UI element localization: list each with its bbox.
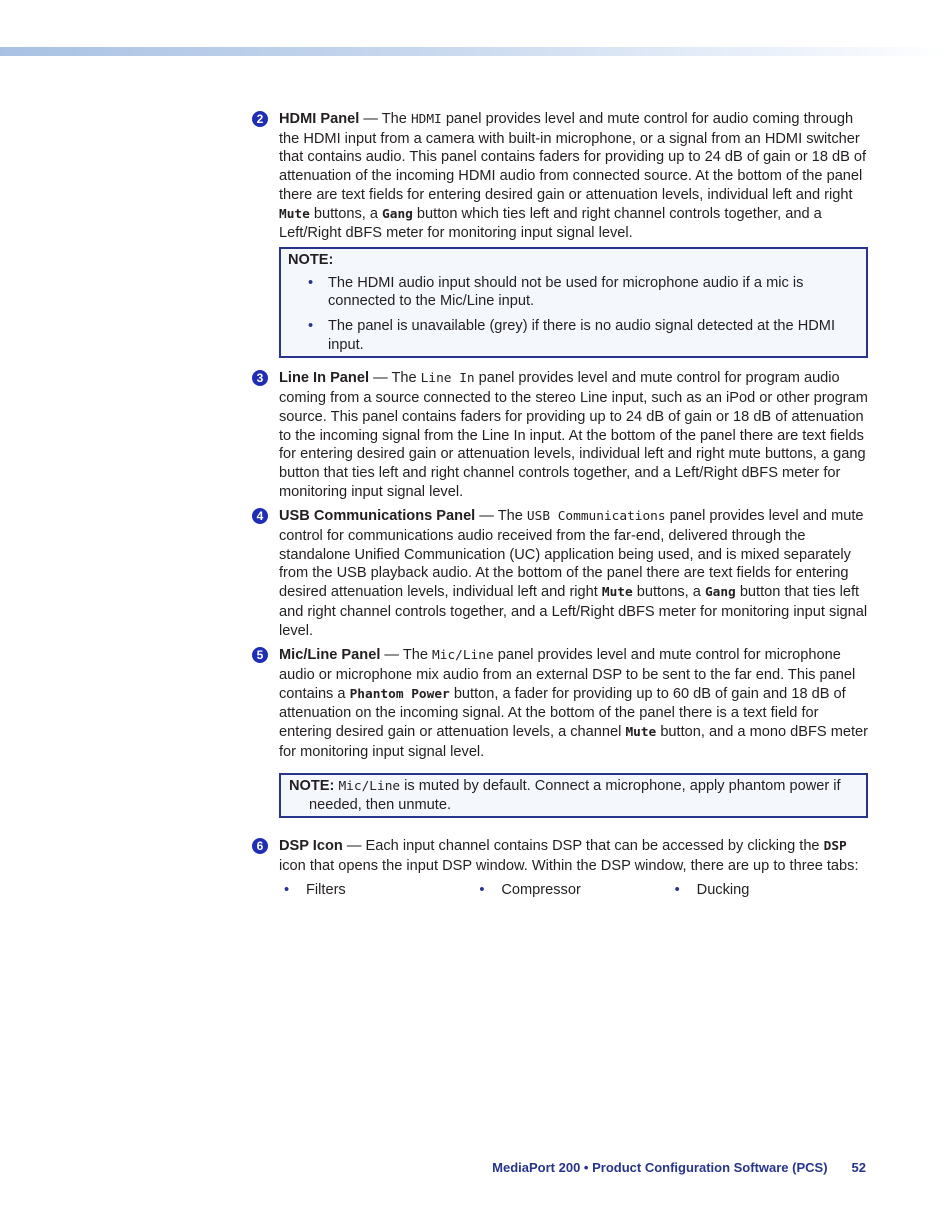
item-text: icon that opens the input DSP window. Within the DSP window, there are up to three tabs: (279, 857, 859, 874)
item-text: — The (369, 370, 421, 387)
item-text: panel provides level and mute control for audio coming through the HDMI input from a camera with built-in microphone, or a signal from an HDMI switcher that contains audio. This panel contains faders for providing up to 24 dB of gain or 18 dB of attenuation of the incoming HDMI audio from connected source. At the bottom of the panel there are text fields for entering desired gain or attenuation levels, individual left and right (279, 111, 867, 203)
usb-communications-panel-item (252, 507, 868, 640)
callout-number-4: 4 (252, 508, 268, 524)
ui-term: Mic/Line (432, 648, 494, 664)
ui-term: DSP (823, 838, 847, 854)
item-title: DSP Icon (279, 837, 343, 854)
item-title: USB Communications Panel (279, 508, 476, 525)
callout-number-2: 2 (252, 111, 268, 127)
note-label: NOTE: (289, 777, 335, 794)
note-box (279, 247, 868, 359)
dsp-tabs-list (279, 881, 868, 900)
item-text: — The (475, 508, 527, 525)
ui-term: USB Communications (526, 509, 666, 525)
item-text: button that ties left and right channel controls together, and a Left/Right dBFS meter for monitoring input signal level. (279, 584, 868, 639)
item-text: button, a fader for providing up to 60 dB of gain and 18 dB of attenuation on the incoming signal. At the bottom of the panel there is a text field for entering desired gain or attenuation levels, a channel (279, 685, 846, 741)
item-title: Line In Panel (279, 370, 370, 387)
item-text: button, and a mono dBFS meter for monitoring input signal level. (279, 724, 868, 760)
item-text: panel provides level and mute control for communications audio received from the far-end, delivered through the standalone Unified Communication (UC) application being used, and is mixed separately from the USB playback audio. At the bottom of the panel there are text fields for entering desired attenuation levels, individual left and right (279, 508, 864, 601)
ui-term: Gang (704, 585, 736, 601)
page-footer (300, 1160, 866, 1175)
note-label: NOTE: (288, 251, 334, 268)
note-box (279, 773, 868, 818)
page-number: 52 (851, 1160, 866, 1175)
ui-term: Mute (279, 206, 310, 222)
callout-number-3: 3 (252, 370, 268, 386)
item-title: HDMI Panel (279, 111, 360, 127)
ui-term: Mute (625, 725, 657, 741)
note-bullet-list (288, 274, 858, 355)
note-bullet: • The panel is unavailable (grey) if there is no audio signal detected at the HDMI input. (288, 317, 858, 354)
ui-term: Mute (601, 585, 633, 601)
page-content (252, 110, 868, 906)
item-title: Mic/Line Panel (279, 647, 381, 664)
dsp-tab-ducking: • Ducking (673, 881, 868, 900)
ui-term: Phantom Power (349, 686, 450, 702)
ui-term: Mic/Line (338, 778, 401, 794)
item-text: panel provides level and mute control for microphone audio or microphone mix audio from an external DSP to be sent to the far end. This panel contains a (279, 647, 856, 702)
ui-term: Gang (382, 206, 413, 222)
item-text: — Each input channel contains DSP that can be accessed by clicking the (342, 837, 824, 854)
dsp-tab-filters: • Filters (282, 881, 477, 900)
mic-line-panel-item (252, 646, 868, 818)
callout-number-6: 6 (252, 838, 268, 854)
item-text: buttons, a (632, 584, 705, 601)
ui-term: HDMI (410, 112, 442, 127)
dsp-tab-compressor: • Compressor (477, 881, 672, 900)
item-text: button which ties left and right channel controls together, and a Left/Right dBFS meter for monitoring input signal level. (279, 205, 822, 242)
item-text: buttons, a (309, 205, 383, 222)
callout-number-5: 5 (252, 647, 268, 663)
note-bullet: • The HDMI audio input should not be used for microphone audio if a mic is connected to the Mic/Line input. (288, 274, 858, 311)
header-gradient-bar (0, 47, 950, 56)
line-in-panel-item (252, 369, 868, 501)
note-text: is muted by default. Connect a microphone, apply phantom power if needed, then unmute. (309, 777, 841, 814)
ui-term: Line In (420, 371, 475, 387)
item-text: — The (359, 111, 411, 127)
item-text: — The (380, 647, 433, 664)
dsp-icon-item (252, 837, 868, 900)
hdmi-panel-item (252, 110, 868, 358)
item-text: panel provides level and mute control for program audio coming from a source connected to the stereo Line input, such as an iPod or other program source. This panel contains faders for providing up to 24 dB of gain or 18 dB of attenuation to the incoming signal from the Line In input. At the bottom of the panel there are text fields for entering desired gain or attenuation levels, individual left and right mute buttons, a gang button that ties left and right channel controls together, and a Left/Right dBFS meter for monitoring input signal level. (279, 370, 868, 500)
footer-title: MediaPort 200 • Product Configuration Software (PCS) (492, 1160, 828, 1175)
